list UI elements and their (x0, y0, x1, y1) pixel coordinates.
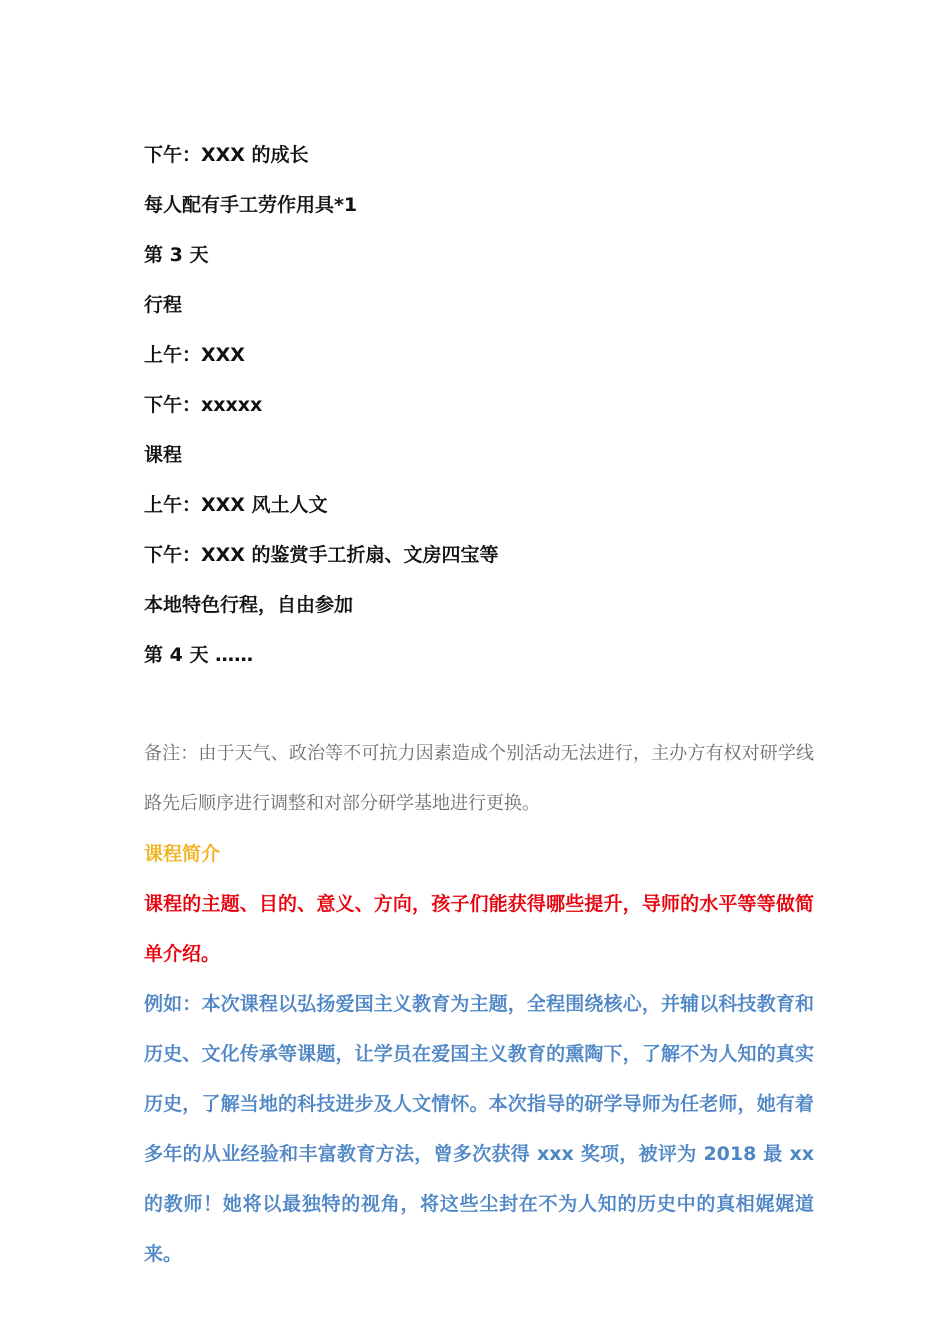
document-body (144, 130, 814, 1279)
itinerary-line-afternoon: 下午：xxxxx (144, 394, 263, 416)
itinerary-line-course-heading: 课程 (144, 444, 183, 466)
itinerary-line-day-4: 第 4 天 …… (144, 644, 254, 666)
itinerary-line-tools: 每人配有手工劳作用具*1 (144, 194, 358, 216)
itinerary-line-morning: 上午：XXX (144, 344, 245, 366)
itinerary-line-course-afternoon: 下午：XXX 的鉴赏手工折扇、文房四宝等 (144, 544, 499, 566)
course-intro-example: 例如：本次课程以弘扬爱国主义教育为主题，全程围绕核心，并辅以科技教育和历史、文化传承等课题，让学员在爱国主义教育的熏陶下，了解不为人知的真实历史，了解当地的科技进步及人文情怀。本次指导的研学导师为任老师，她有着多年的从业经验和丰富教育方法，曾多次获得 xxx 奖项，被评为 2018 最 xx 的教师！她将以最独特的视角，将这些尘封在不为人知的历史中的真相娓娓道来。 (144, 993, 814, 1265)
itinerary-line-afternoon-growth: 下午：XXX 的成长 (144, 144, 309, 166)
course-intro-instruction: 课程的主题、目的、意义、方向，孩子们能获得哪些提升，导师的水平等等做简单介绍。 (144, 893, 814, 965)
itinerary-line-day-3: 第 3 天 (144, 244, 209, 266)
itinerary-line-course-morning: 上午：XXX 风土人文 (144, 494, 328, 516)
course-intro-title: 课程简介 (144, 843, 221, 865)
remark-paragraph: 备注：由于天气、政治等不可抗力因素造成个别活动无法进行，主办方有权对研学线路先后顺序进行调整和对部分研学基地进行更换。 (144, 743, 814, 814)
itinerary-line-local-feature: 本地特色行程，自由参加 (144, 594, 354, 616)
itinerary-line-schedule-heading: 行程 (144, 294, 183, 316)
